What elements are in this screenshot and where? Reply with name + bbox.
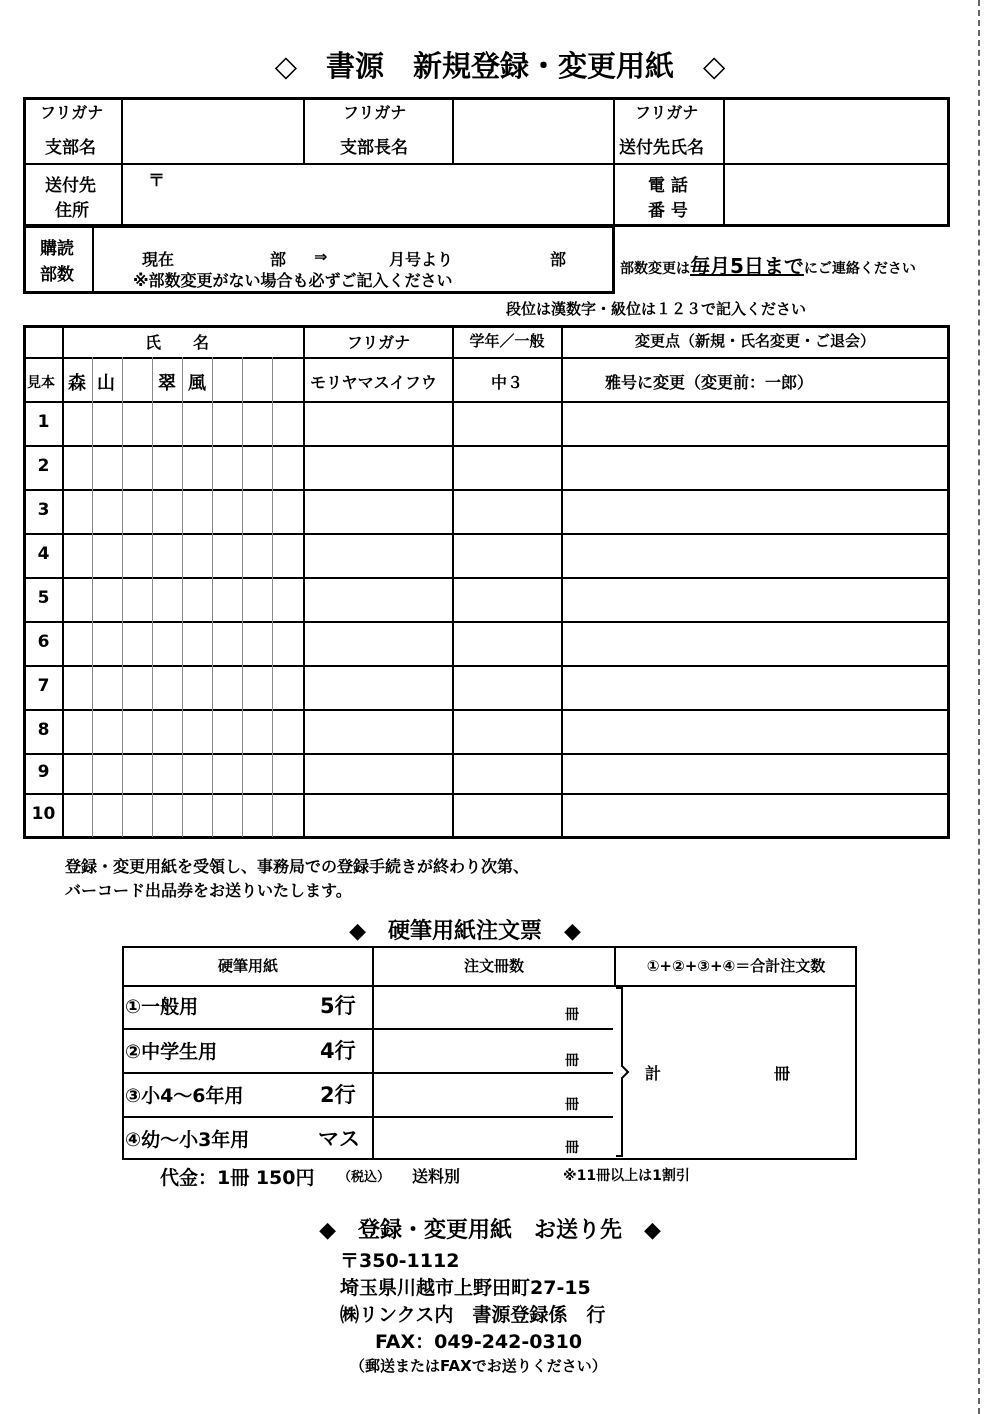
deadline-prefix: 部数変更は bbox=[620, 261, 690, 277]
cut-line bbox=[978, 0, 980, 1414]
address-field[interactable] bbox=[123, 165, 611, 224]
branch-name-label: 支部名 bbox=[45, 138, 96, 158]
phone-field[interactable] bbox=[725, 165, 947, 224]
name-cell[interactable] bbox=[63, 403, 303, 444]
total-label: 計 bbox=[645, 1064, 662, 1083]
recipient-name-field[interactable] bbox=[725, 100, 947, 161]
subscription-label-2: 部数 bbox=[40, 265, 74, 285]
branch-head-field[interactable] bbox=[454, 100, 611, 161]
header-name: 氏 名 bbox=[145, 333, 210, 352]
change-cell[interactable] bbox=[562, 447, 948, 488]
page-title: ◇ 書源 新規登録・変更用紙 ◇ bbox=[274, 49, 726, 83]
change-cell[interactable] bbox=[562, 579, 948, 620]
change-cell[interactable] bbox=[562, 667, 948, 708]
send-company: ㈱リンクス内 書源登録係 行 bbox=[340, 1304, 606, 1326]
sample-name-char-4: 翠 bbox=[158, 373, 176, 394]
sample-furigana: モリヤマスイフウ bbox=[310, 373, 437, 392]
notice-line-1: 登録・変更用紙を受領し、事務局での登録手続きが終わり次第、 bbox=[65, 857, 530, 876]
discount-note: ※11冊以上は1割引 bbox=[563, 1168, 690, 1184]
order-title: ◆ 硬筆用紙注文票 ◆ bbox=[349, 919, 581, 944]
row-number: 6 bbox=[37, 632, 50, 652]
name-cell[interactable] bbox=[63, 667, 303, 708]
grade-cell[interactable] bbox=[453, 535, 561, 576]
order-header-qty: 注文冊数 bbox=[463, 957, 524, 975]
change-cell[interactable] bbox=[562, 403, 948, 444]
name-cell[interactable] bbox=[63, 535, 303, 576]
row-number: 3 bbox=[37, 500, 50, 520]
order-item-2-unit: 冊 bbox=[565, 1053, 579, 1069]
total-bracket bbox=[612, 986, 632, 1158]
row-number: 4 bbox=[37, 544, 50, 564]
recipient-name-label: 送付先氏名 bbox=[619, 138, 704, 158]
order-item-4-name: ④幼～小3年用 bbox=[125, 1129, 250, 1151]
row-number: 1 bbox=[37, 412, 50, 432]
sample-grade: 中３ bbox=[490, 373, 523, 392]
change-cell[interactable] bbox=[562, 795, 948, 836]
change-cell[interactable] bbox=[562, 755, 948, 792]
sample-name-char-1: 森 bbox=[68, 373, 86, 394]
grade-cell[interactable] bbox=[453, 755, 561, 792]
row-number: 5 bbox=[37, 588, 50, 608]
grade-cell[interactable] bbox=[453, 667, 561, 708]
arrow-label: ⇒ bbox=[314, 247, 328, 266]
header-change: 変更点（新規・氏名変更・ご退会） bbox=[634, 332, 875, 350]
order-header-total: ①+②+③+④＝合計注文数 bbox=[646, 957, 826, 975]
header-grade: 学年／一般 bbox=[469, 332, 545, 350]
furigana-cell[interactable] bbox=[304, 447, 452, 488]
order-item-1-unit: 冊 bbox=[565, 1007, 579, 1023]
grade-cell[interactable] bbox=[453, 623, 561, 664]
order-item-4-unit: 冊 bbox=[565, 1140, 579, 1156]
branch-name-field[interactable] bbox=[123, 100, 301, 161]
grade-cell[interactable] bbox=[453, 711, 561, 752]
furigana-cell[interactable] bbox=[304, 535, 452, 576]
furigana-cell[interactable] bbox=[304, 403, 452, 444]
price: 代金：1冊 150円 bbox=[160, 1167, 315, 1189]
furigana-cell[interactable] bbox=[304, 623, 452, 664]
header-furigana: フリガナ bbox=[346, 333, 411, 352]
change-cell[interactable] bbox=[562, 535, 948, 576]
send-note: （郵送またはFAXでお送りください） bbox=[350, 1357, 607, 1375]
change-cell[interactable] bbox=[562, 711, 948, 752]
sample-label: 見本 bbox=[27, 375, 55, 391]
deadline-suffix: にご連絡ください bbox=[803, 261, 916, 277]
subscription-note: ※部数変更がない場合も必ずご記入ください bbox=[133, 271, 453, 290]
furigana-cell[interactable] bbox=[304, 491, 452, 532]
grade-cell[interactable] bbox=[453, 403, 561, 444]
branch-head-label: 支部長名 bbox=[340, 138, 408, 158]
order-item-3-lines: 2行 bbox=[320, 1083, 356, 1107]
furigana-label-recipient: フリガナ bbox=[635, 103, 699, 122]
order-item-3-name: ③小4～6年用 bbox=[125, 1085, 244, 1107]
subscription-label-1: 購読 bbox=[40, 239, 74, 259]
bu2-label: 部 bbox=[550, 250, 567, 269]
name-cell[interactable] bbox=[63, 711, 303, 752]
row-number: 2 bbox=[37, 456, 50, 476]
furigana-cell[interactable] bbox=[304, 755, 452, 792]
order-item-2-lines: 4行 bbox=[320, 1039, 356, 1063]
furigana-label-branch: フリガナ bbox=[40, 103, 104, 122]
row-number: 8 bbox=[37, 720, 50, 740]
change-cell[interactable] bbox=[562, 623, 948, 664]
address-label-1: 送付先 bbox=[45, 176, 96, 196]
row-number: 9 bbox=[37, 762, 50, 782]
send-title: ◆ 登録・変更用紙 お送り先 ◆ bbox=[319, 1218, 661, 1243]
notice-line-2: バーコード出品券をお送りいたします。 bbox=[65, 881, 352, 900]
furigana-cell[interactable] bbox=[304, 795, 452, 836]
name-cell[interactable] bbox=[63, 491, 303, 532]
shipping-note: 送料別 bbox=[412, 1167, 461, 1186]
furigana-cell[interactable] bbox=[304, 667, 452, 708]
send-fax: FAX：049-242-0310 bbox=[375, 1331, 583, 1353]
grade-cell[interactable] bbox=[453, 447, 561, 488]
tax-note: （税込） bbox=[338, 1170, 391, 1185]
sample-change: 雅号に変更（変更前：一郎） bbox=[605, 373, 814, 392]
order-item-4-lines: マス bbox=[318, 1127, 360, 1151]
grade-cell[interactable] bbox=[453, 795, 561, 836]
rank-note: 段位は漢数字・級位は１２３で記入ください bbox=[506, 300, 807, 318]
furigana-cell[interactable] bbox=[304, 579, 452, 620]
order-item-3-unit: 冊 bbox=[565, 1097, 579, 1113]
sample-name-char-5: 風 bbox=[188, 373, 206, 394]
grade-cell[interactable] bbox=[453, 491, 561, 532]
phone-label-1: 電 話 bbox=[648, 176, 688, 196]
order-header-paper: 硬筆用紙 bbox=[217, 957, 278, 975]
phone-label-2: 番 号 bbox=[648, 201, 688, 221]
row-number: 10 bbox=[31, 804, 56, 824]
furigana-cell[interactable] bbox=[304, 711, 452, 752]
name-cell[interactable] bbox=[63, 447, 303, 488]
deadline-note bbox=[620, 250, 916, 279]
address-label-2: 住所 bbox=[55, 201, 89, 221]
from-month-label: 月号より bbox=[389, 250, 454, 269]
name-cell[interactable] bbox=[63, 623, 303, 664]
grade-cell[interactable] bbox=[453, 579, 561, 620]
total-field[interactable] bbox=[670, 1040, 770, 1100]
name-cell[interactable] bbox=[63, 795, 303, 836]
order-item-1-name: ①一般用 bbox=[125, 996, 199, 1018]
current-label: 現在 bbox=[142, 250, 175, 269]
send-postal: 〒350-1112 bbox=[340, 1250, 460, 1272]
name-cell[interactable] bbox=[63, 755, 303, 792]
send-address: 埼玉県川越市上野田町27-15 bbox=[340, 1277, 591, 1299]
sample-name-char-2: 山 bbox=[97, 373, 115, 394]
name-cell[interactable] bbox=[63, 579, 303, 620]
order-item-2-name: ②中学生用 bbox=[125, 1041, 218, 1063]
total-unit: 冊 bbox=[774, 1064, 791, 1083]
bu-label: 部 bbox=[270, 250, 287, 269]
postal-mark: 〒 bbox=[148, 171, 165, 191]
change-cell[interactable] bbox=[562, 491, 948, 532]
order-item-1-lines: 5行 bbox=[320, 994, 356, 1018]
deadline-emphasis: 毎月5日まで bbox=[690, 254, 804, 278]
furigana-label-head: フリガナ bbox=[343, 103, 407, 122]
row-number: 7 bbox=[37, 676, 50, 696]
